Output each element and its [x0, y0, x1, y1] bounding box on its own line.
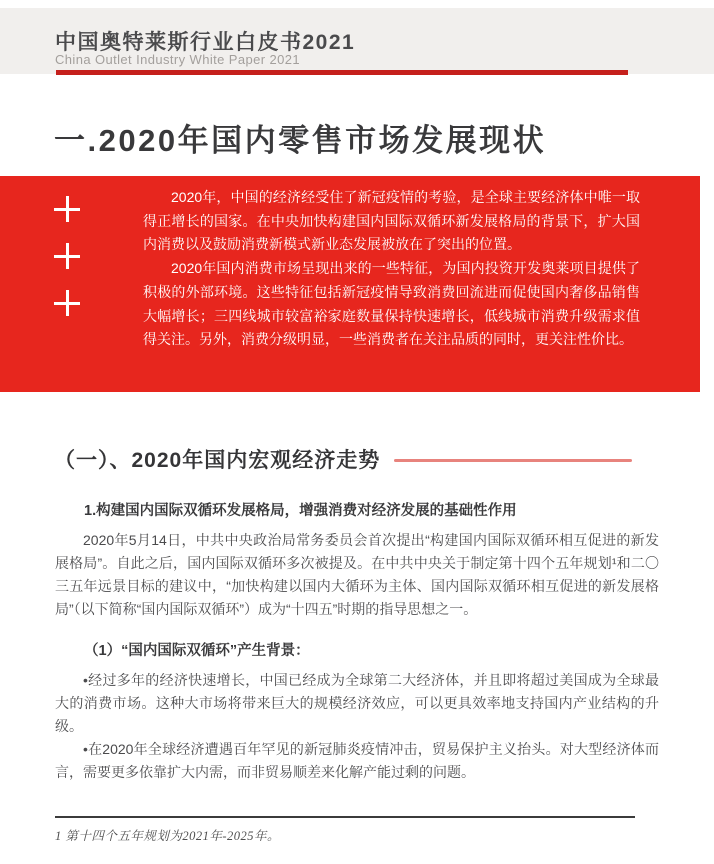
header-band — [0, 8, 714, 74]
section-content — [55, 500, 659, 784]
section-heading: （一）、2020年国内宏观经济走势 — [54, 449, 381, 472]
header-red-rule — [56, 70, 628, 75]
bullet-item: •在2020年全球经济遭遇百年罕见的新冠肺炎疫情冲击，贸易保护主义抬头。对大型经济体而言，需要更多依靠扩大内需，而非贸易顺差来化解产能过剩的问题。 — [55, 741, 659, 780]
section-heading-row — [54, 444, 632, 474]
plus-icon-column — [54, 196, 80, 316]
bullet-item: •经过多年的经济快速增长，中国已经成为全球第二大经济体，并且即将超过美国成为全球最大的消费市场。这种大市场将带来巨大的规模经济效应，可以更具效率地支持国内产业结构的升级。 — [55, 672, 659, 734]
plus-icon — [54, 290, 80, 316]
document-title-en: China Outlet Industry White Paper 2021 — [55, 52, 300, 67]
highlight-box — [0, 176, 700, 392]
subheading-dual-circulation: 1.构建国内国际双循环发展格局，增强消费对经济发展的基础性作用 — [84, 503, 517, 519]
document-title-cn: 中国奥特莱斯行业白皮书2021 — [55, 31, 356, 54]
highlight-paragraph: 2020年，中国的经济经受住了新冠疫情的考验，是全球主要经济体中唯一取得正增长的国家。在中央加快构建国内国际双循环新发展格局的背景下，扩大国内消费以及鼓励消费新模式新业态发展被放在了突出的位置。 — [143, 189, 640, 253]
section-divider-line — [394, 459, 632, 462]
subheading-background: （1）“国内国际双循环”产生背景： — [84, 643, 310, 659]
chapter-heading: 一.2020年国内零售市场发展现状 — [54, 123, 547, 158]
plus-icon — [54, 243, 80, 269]
footnote-text: 1 第十四个五年规划为2021年-2025年。 — [55, 829, 281, 843]
body-paragraph: 2020年5月14日，中共中央政治局常务委员会首次提出“构建国内国际双循环相互促进的新发展格局”。自此之后，国内国际双循环多次被提及。在中共中央关于制定第十四个五年规划¹和二〇三五年远景目标的建议中，“加快构建以国内大循环为主体、国内国际双循环相互促进的新发展格局”（以下简称“国内国际双循环”）成为“十四五”时期的指导思想之一。 — [55, 532, 659, 617]
highlight-paragraph: 2020年国内消费市场呈现出来的一些特征，为国内投资开发奥莱项目提供了积极的外部环境。这些特征包括新冠疫情导致消费回流进而促使国内奢侈品销售大幅增长；三四线城市较富裕家庭数量保持快速增长，低线城市消费升级需求值得关注。另外，消费分级明显，一些消费者在关注品质的同时，更关注性价比。 — [143, 260, 640, 348]
footnote-divider — [55, 816, 635, 818]
highlight-box-text — [143, 186, 640, 352]
plus-icon — [54, 196, 80, 222]
